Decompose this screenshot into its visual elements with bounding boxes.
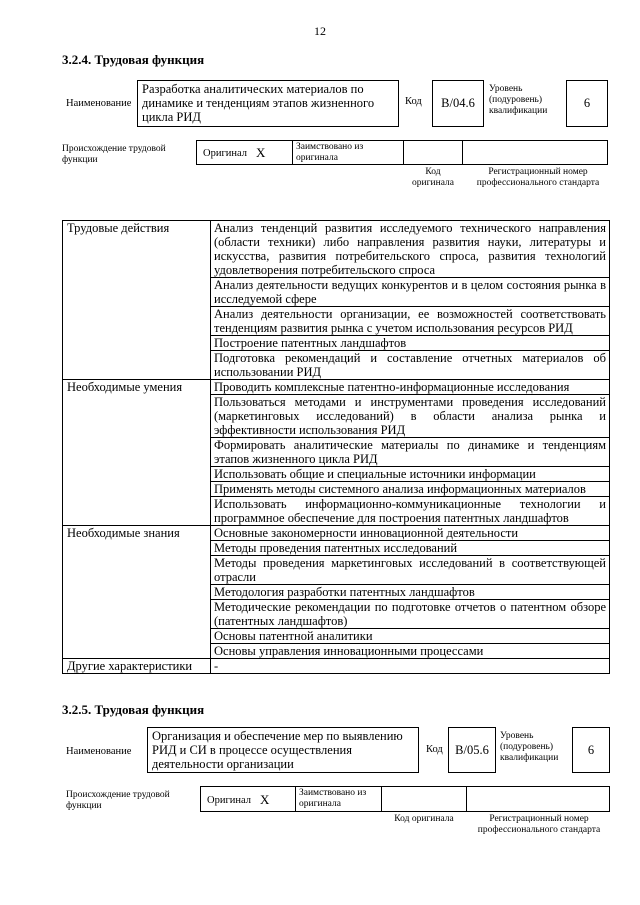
- category-label: Необходимые умения: [63, 380, 211, 526]
- reg-number-label-325: Регистрационный номер профессионального стандарта: [477, 814, 601, 835]
- table-item: Пользоваться методами и инструментами проведения исследований (маркетинговых исследований) в области анализа рынка и эффективности использования РИД: [211, 395, 610, 438]
- origin-label-324: Происхождение трудовой функции: [62, 144, 166, 165]
- table-item: Подготовка рекомендаций и составление отчетных материалов об использовании РИД: [211, 351, 610, 380]
- table-item: -: [211, 659, 610, 674]
- table-item: Использовать общие и специальные источники информации: [211, 467, 610, 482]
- name-label-324: Наименование: [66, 98, 132, 109]
- table-item: Методы проведения маркетинговых исследований в соответствующей отрасли: [211, 556, 610, 585]
- reg-number-label-324: Регистрационный номер профессионального стандарта: [476, 167, 600, 188]
- table-item: Анализ деятельности организации, ее возможностей соответствовать тенденциям развития рынка с учетом использования ресурсов РИД: [211, 307, 610, 336]
- table-item: Методические рекомендации по подготовке отчетов о патентном обзоре (патентных ландшафтов): [211, 600, 610, 629]
- name-label-325: Наименование: [66, 746, 132, 757]
- table-item: Анализ деятельности ведущих конкурентов и в целом состояния рынка в исследуемой сфере: [211, 278, 610, 307]
- table-item: Основные закономерности инновационной деятельности: [211, 526, 610, 541]
- borrowed-label-324: Заимствовано из оригинала: [296, 142, 364, 163]
- original-label-325: Оригинал: [207, 795, 251, 806]
- table-item: Использовать информационно-коммуникационные технологии и программное обеспечение для построения патентных ландшафтов: [211, 497, 610, 526]
- code-value-324: B/04.6: [432, 80, 484, 127]
- table-item: Формировать аналитические материалы по динамике и тенденциям этапов жизненного цикла РИД: [211, 438, 610, 467]
- section-title-324: 3.2.4. Трудовая функция: [62, 52, 205, 67]
- category-label: Другие характеристики: [63, 659, 211, 674]
- name-value-324: Разработка аналитических материалов по динамике и тенденциям этапов жизненного цикла РИД: [137, 80, 399, 127]
- section-title-325: 3.2.5. Трудовая функция: [62, 702, 205, 717]
- table-item: Анализ тенденций развития исследуемого технического направления (области техники) либо направления развития науки, литературы и искусства, развития потребительского спроса, развития технологий удовлетворения потребительского спроса: [211, 221, 610, 278]
- table-item: Методология разработки патентных ландшафтов: [211, 585, 610, 600]
- original-label-324: Оригинал: [203, 148, 247, 159]
- borrowed-label-325: Заимствовано из оригинала: [299, 788, 367, 809]
- table-item: Основы управления инновационными процессами: [211, 644, 610, 659]
- code-value-325: B/05.6: [448, 727, 496, 773]
- table-item: Методы проведения патентных исследований: [211, 541, 610, 556]
- original-mark-324: X: [256, 145, 266, 160]
- level-value-325: 6: [572, 727, 610, 773]
- level-label-324: Уровень (подуровень) квалификации: [489, 84, 548, 116]
- code-label-325: Код: [426, 744, 443, 755]
- table-row: [63, 380, 610, 395]
- table-item: Основы патентной аналитики: [211, 629, 610, 644]
- page-number: 12: [314, 24, 326, 38]
- code-label-324: Код: [405, 96, 422, 107]
- original-mark-325: X: [260, 792, 270, 807]
- table-item: Проводить комплексные патентно-информационные исследования: [211, 380, 610, 395]
- category-label: Необходимые знания: [63, 526, 211, 659]
- origin-code-label-325: Код оригинала: [394, 814, 454, 824]
- origin-code-label-324: Код оригинала: [412, 167, 454, 188]
- category-label: Трудовые действия: [63, 221, 211, 380]
- name-value-325: Организация и обеспечение мер по выявлению РИД и СИ в процессе осуществления деятельности организации: [147, 727, 419, 773]
- table-row: [63, 221, 610, 278]
- table-row: [63, 526, 610, 541]
- level-value-324: 6: [566, 80, 608, 127]
- table-row: [63, 659, 610, 674]
- table-item: Построение патентных ландшафтов: [211, 336, 610, 351]
- level-label-325: Уровень (подуровень) квалификации: [500, 731, 559, 763]
- origin-label-325: Происхождение трудовой функции: [66, 790, 170, 811]
- labor-function-table: [62, 220, 610, 674]
- table-item: Применять методы системного анализа информационных материалов: [211, 482, 610, 497]
